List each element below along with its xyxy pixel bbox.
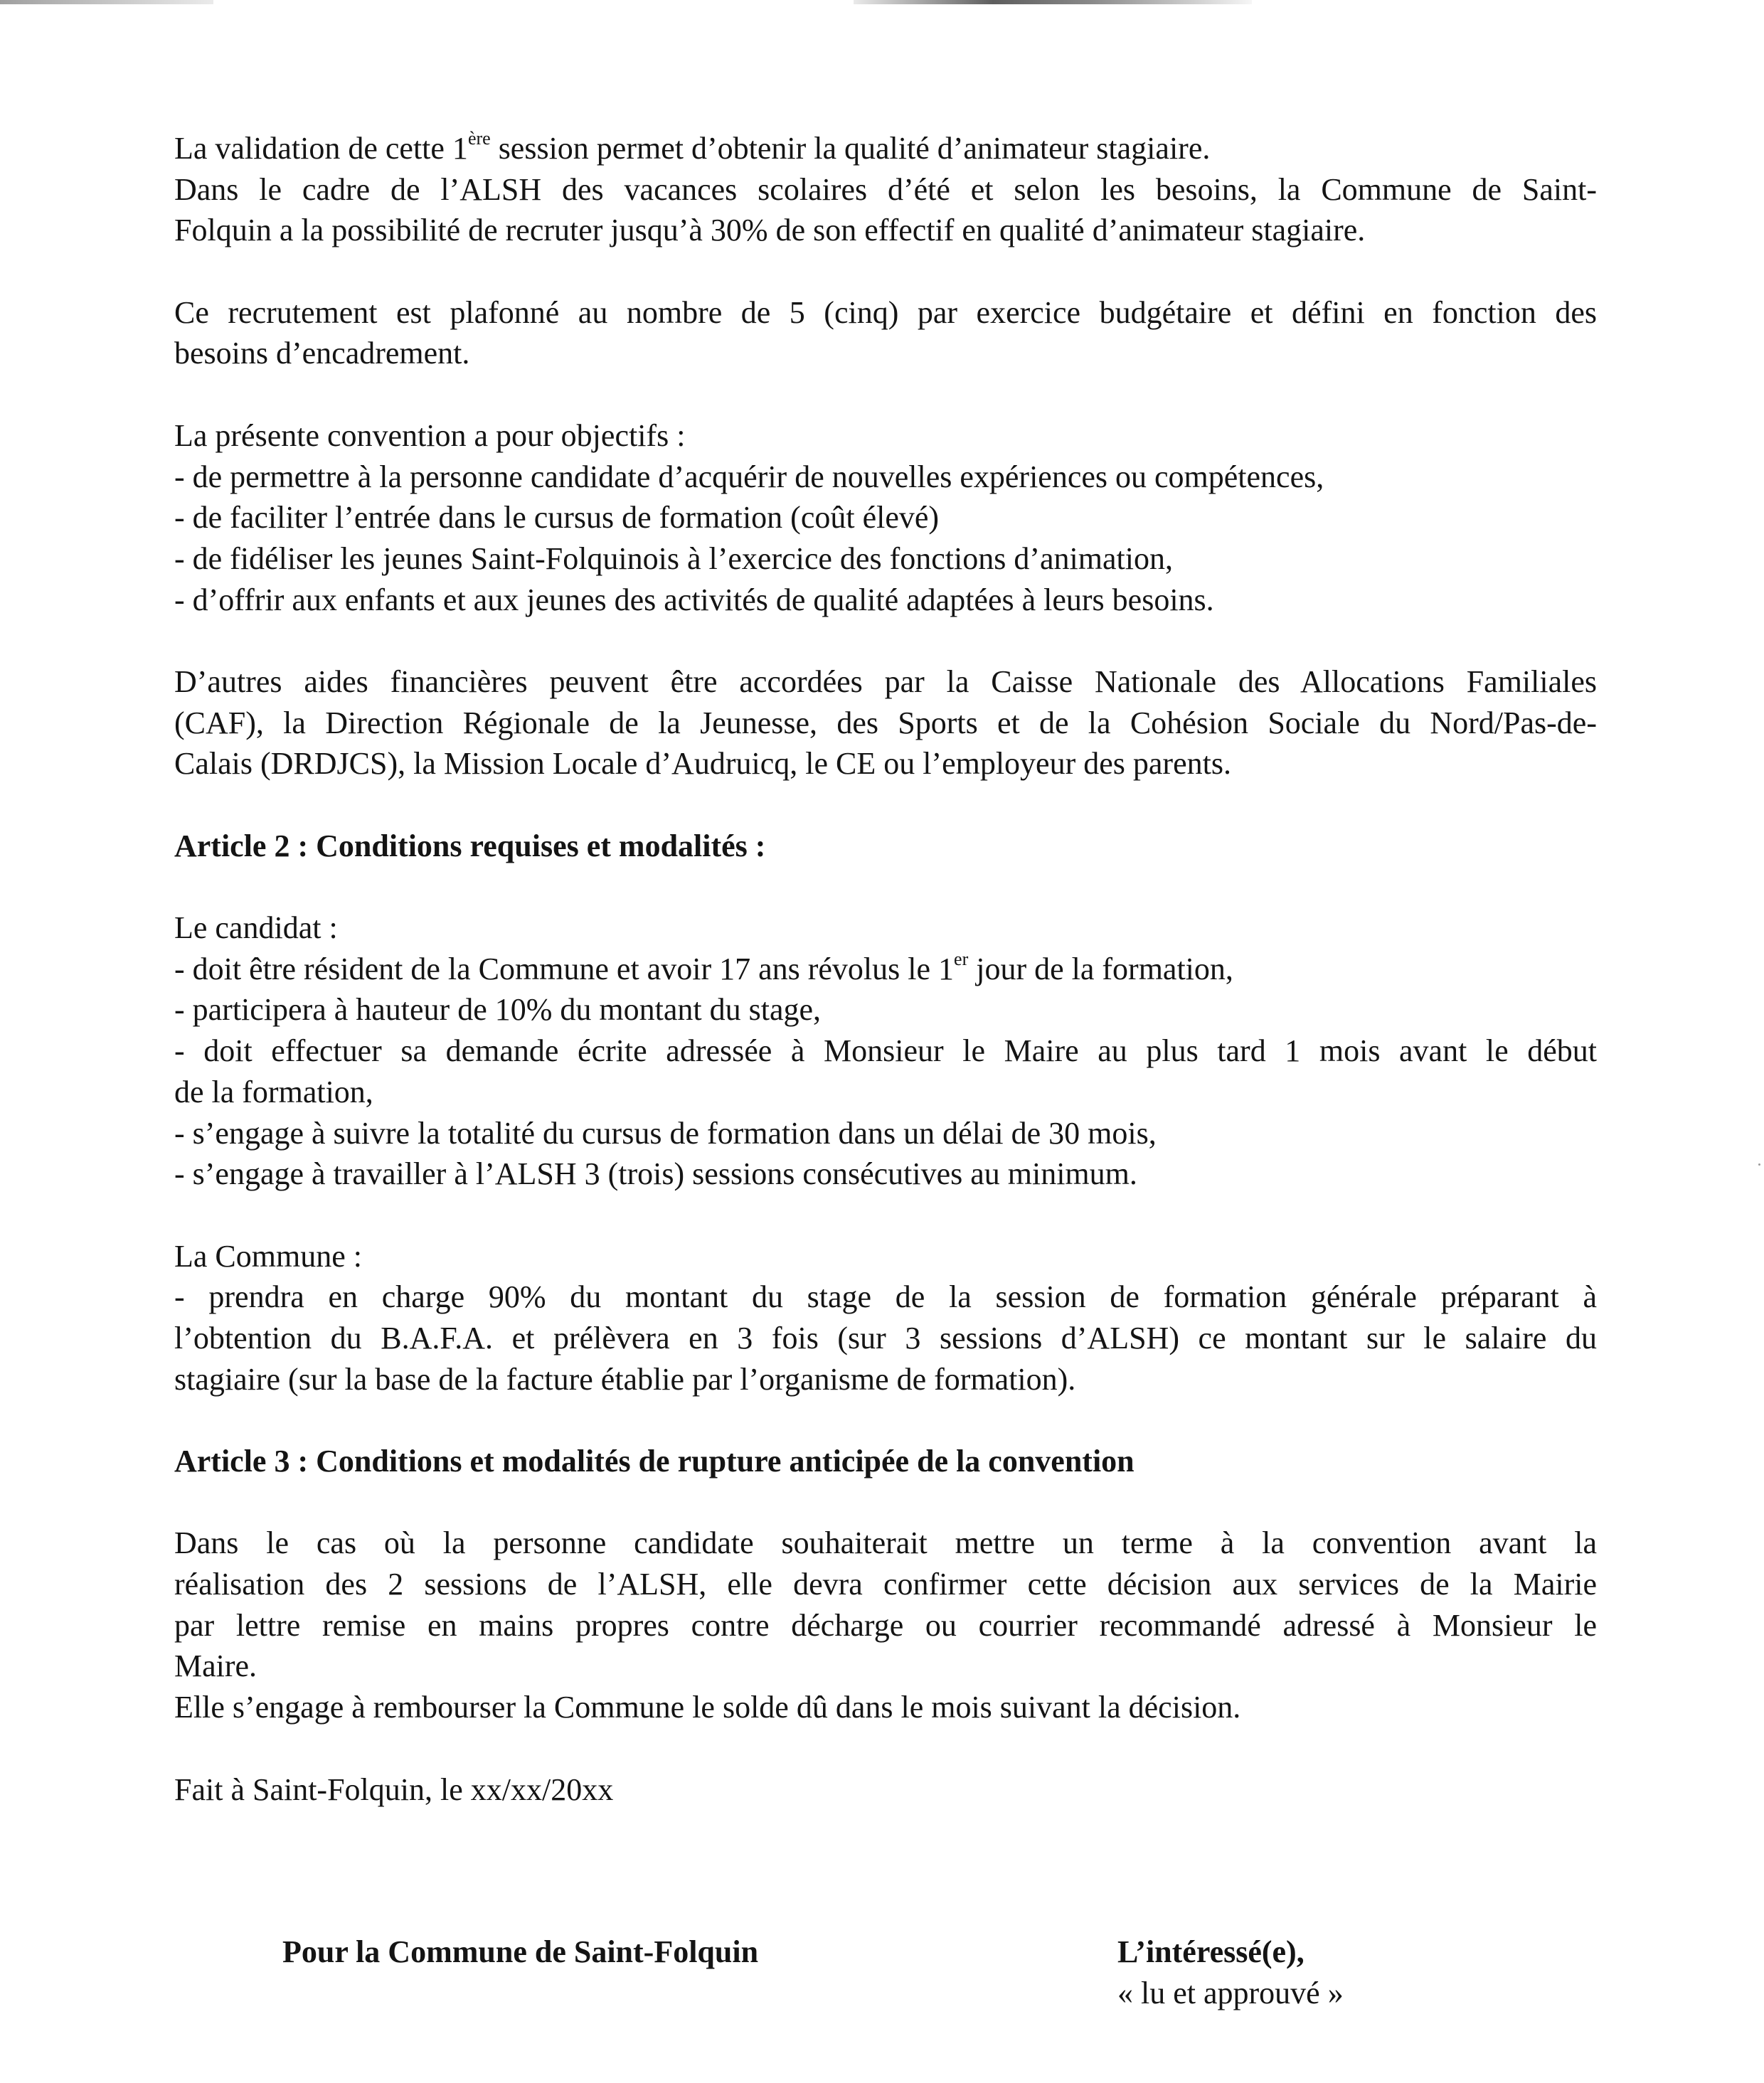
party-signature-label: L’intéressé(e), bbox=[1117, 1934, 1305, 1969]
paragraph-intro bbox=[174, 128, 1597, 251]
paragraph-termination bbox=[174, 1523, 1597, 1727]
text-line: D’autres aides financières peuvent être accordées par la Caisse Nationale des Allocations Familiales bbox=[174, 664, 1597, 699]
text-line: Calais (DRDJCS), la Mission Locale d’Audruicq, le CE ou l’employeur des parents. bbox=[174, 746, 1231, 782]
text-line: Maire. bbox=[174, 1648, 257, 1684]
list-item: - de fidéliser les jeunes Saint-Folquinois à l’exercice des fonctions d’animation, bbox=[174, 540, 1173, 576]
list-item: - doit effectuer sa demande écrite adressée à Monsieur le Maire au plus tard 1 mois avant le début bbox=[174, 1033, 1597, 1069]
text-fragment: - doit être résident de la Commune et avoir 17 ans révolus le 1 bbox=[174, 951, 955, 986]
list-item: - d’offrir aux enfants et aux jeunes des activités de qualité adaptées à leurs besoins. bbox=[174, 582, 1214, 617]
text-fragment: La validation de cette 1 bbox=[174, 131, 468, 166]
scan-speck bbox=[1758, 1163, 1760, 1166]
commune-conditions bbox=[174, 1236, 1597, 1400]
text-line: par lettre remise en mains propres contre décharge ou courrier recommandé adressé à Monsieur le bbox=[174, 1607, 1597, 1643]
text-line: Elle s’engage à rembourser la Commune le solde dû dans le mois suivant la décision. bbox=[174, 1690, 1241, 1725]
party-signature bbox=[1117, 1932, 1344, 2013]
text-fragment: session permet d’obtenir la qualité d’animateur stagiaire. bbox=[490, 131, 1211, 166]
list-item-continuation: l’obtention du B.A.F.A. et prélèvera en 3 fois (sur 3 sessions d’ALSH) ce montant sur le salaire du bbox=[174, 1320, 1597, 1355]
article-2-heading: Article 2 : Conditions requises et modalités : bbox=[174, 828, 766, 863]
paragraph-financial-aid bbox=[174, 661, 1597, 784]
paragraph-recruitment-cap bbox=[174, 292, 1597, 374]
text-line: (CAF), la Direction Régionale de la Jeunesse, des Sports et de la Cohésion Sociale du Nord/Pas-de- bbox=[174, 705, 1597, 740]
commune-intro: La Commune : bbox=[174, 1238, 362, 1274]
place-and-date: Fait à Saint-Folquin, le xx/xx/20xx bbox=[174, 1772, 614, 1807]
list-item: - s’engage à travailler à l’ALSH 3 (trois) sessions consécutives au minimum. bbox=[174, 1156, 1137, 1192]
objectives-intro: La présente convention a pour objectifs : bbox=[174, 417, 686, 453]
list-item-continuation: stagiaire (sur la base de la facture établie par l’organisme de formation). bbox=[174, 1361, 1076, 1397]
text-line: Dans le cas où la personne candidate souhaiterait mettre un terme à la convention avant la bbox=[174, 1525, 1597, 1561]
superscript: er bbox=[954, 949, 969, 970]
text-line: besoins d’encadrement. bbox=[174, 336, 470, 371]
scan-artifact bbox=[0, 0, 213, 4]
list-item: - de permettre à la personne candidate d’acquérir de nouvelles expériences ou compétences, bbox=[174, 459, 1324, 494]
list-item: - participera à hauteur de 10% du montant du stage, bbox=[174, 992, 822, 1028]
text-fragment: jour de la formation, bbox=[968, 951, 1233, 986]
article-3-heading: Article 3 : Conditions et modalités de rupture anticipée de la convention bbox=[174, 1444, 1135, 1479]
text-line: réalisation des 2 sessions de l’ALSH, elle devra confirmer cette décision aux services de la Mairie bbox=[174, 1567, 1597, 1602]
text-line: Dans le cadre de l’ALSH des vacances scolaires d’été et selon les besoins, la Commune de Saint- bbox=[174, 171, 1597, 207]
text-line: Folquin a la possibilité de recruter jusqu’à 30% de son effectif en qualité d’animateur stagiaire. bbox=[174, 213, 1366, 248]
candidate-conditions bbox=[174, 907, 1597, 1195]
list-item: - prendra en charge 90% du montant du stage de la session de formation générale préparant à bbox=[174, 1279, 1597, 1315]
list-item: - de faciliter l’entrée dans le cursus de formation (coût élevé) bbox=[174, 500, 940, 536]
approval-note: « lu et approuvé » bbox=[1117, 1975, 1344, 2010]
commune-signature-label: Pour la Commune de Saint-Folquin bbox=[282, 1934, 759, 1969]
scan-artifact bbox=[854, 0, 1252, 4]
list-item-continuation: de la formation, bbox=[174, 1074, 373, 1109]
candidate-intro: Le candidat : bbox=[174, 910, 338, 946]
superscript: ère bbox=[467, 128, 491, 149]
text-line: Ce recrutement est plafonné au nombre de 5 (cinq) par exercice budgétaire et défini en fonction des bbox=[174, 294, 1597, 330]
objectives-list bbox=[174, 415, 1597, 620]
document-body bbox=[174, 128, 1597, 1810]
list-item bbox=[174, 949, 1597, 990]
list-item: - s’engage à suivre la totalité du cursus de formation dans un délai de 30 mois, bbox=[174, 1115, 1157, 1151]
text-line bbox=[174, 128, 1597, 169]
